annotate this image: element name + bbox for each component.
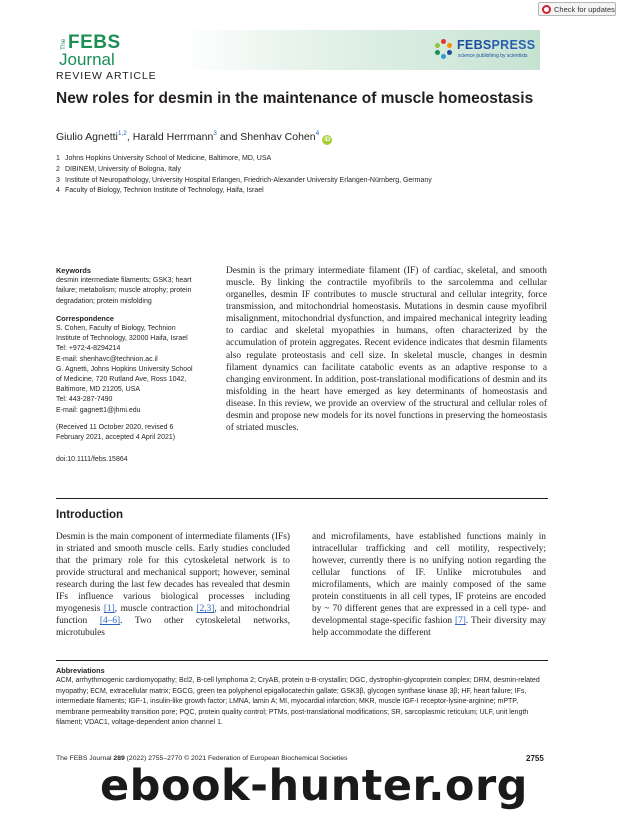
- correspondence-email[interactable]: E-mail: gagnett1@jhmi.edu: [56, 406, 141, 414]
- logo-the: The: [60, 38, 67, 50]
- author-affil-link[interactable]: 4: [315, 130, 320, 137]
- author-list: Giulio Agnetti$^{1,2}$, Harald Herrmann$^3$ and Shenhav Cohen$^4$iD: [56, 130, 331, 143]
- author-name: Shenhav Cohen: [240, 131, 316, 143]
- affiliation-item: 4 Faculty of Biology, Technion Institute of Technology, Haifa, Israel: [56, 187, 264, 195]
- correspondence-block: [56, 314, 216, 416]
- keywords-line: failure; metabolism; muscle atrophy; protein: [56, 287, 192, 295]
- febs-journal-logo: [56, 32, 166, 70]
- article-type: REVIEW ARTICLE: [56, 70, 157, 82]
- abbreviations-heading: Abbreviations: [56, 666, 105, 675]
- citation-link[interactable]: [7]: [454, 616, 466, 627]
- citation-link[interactable]: [4–6]: [99, 616, 121, 627]
- febs-press-logo: [434, 38, 540, 66]
- author-affil-link[interactable]: 3: [213, 130, 217, 137]
- febs-press-name: FEBSPRESS: [457, 38, 536, 52]
- received-dates: (Received 11 October 2020, revised 6 February 2021, accepted 4 April 2021): [56, 423, 176, 442]
- correspondence-line: Institute of Technology, 32000 Haifa, Israel: [56, 335, 188, 343]
- correspondence-heading: Correspondence: [56, 313, 114, 323]
- article-title: New roles for desmin in the maintenance of muscle homeostasis: [56, 90, 534, 107]
- section-divider: [56, 498, 548, 499]
- correspondence-line: Tel: +972-4-8294214: [56, 345, 121, 353]
- logo-febs: FEBS: [68, 32, 121, 53]
- logo-journal: Journal: [59, 50, 115, 69]
- affiliation-item: 2 DIBINEM, University of Bologna, Italy: [56, 165, 181, 173]
- check-for-updates-label: Check for updates: [554, 4, 615, 14]
- article-sidebar: [56, 266, 216, 465]
- correspondence-line: Tel: 443-287-7490: [56, 396, 113, 404]
- author-name: Harald Herrmann: [132, 131, 214, 143]
- keywords-block: [56, 266, 216, 307]
- author-affil-link[interactable]: 1,2: [117, 130, 127, 137]
- citation-link[interactable]: [1]: [103, 604, 115, 615]
- correspondence-line: G. Agnetti, Johns Hopkins University School: [56, 365, 193, 373]
- introduction-heading: Introduction: [56, 509, 124, 521]
- affiliation-item: 1 Johns Hopkins University School of Medicine, Baltimore, MD, USA: [56, 155, 272, 162]
- abbreviations-text: ACM, arrhythmogenic cardiomyopathy; Bcl2, B-cell lymphoma 2; CryAB, protein α-B-crystallin; DGC, dystrophin-glycoprotein complex; DRM, desmin-related myopathy; ECM, extracellular matrix; EGCG, green tea polyphenol epigallocatechin gallate; GSK3β, glycogen synthase kinase 3β; HF, heart failure; IFs, intermediate filaments; IGF-1, insulin-like growth factor; LMNA, lamin A; MI, myocardial infarction; MKR, muscle IGF-I receptor-lysine-arginine; mPTP, membrane permeability transition pore; PQC, protein quality control; PTMs, post-translational modifications; SR, sarcoplasmic reticulum; ULF, unit length filament; VDAC1, voltage-dependent anion channel 1.: [56, 677, 540, 727]
- crossmark-icon: [542, 5, 551, 14]
- abbreviations-block: [56, 666, 548, 728]
- correspondence-line: of Medicine, 720 Rutland Ave, Ross 1042,: [56, 376, 187, 384]
- citation-link[interactable]: [2,3]: [196, 604, 215, 615]
- abbreviations-divider: [56, 660, 548, 661]
- footer-volume: 289: [113, 755, 125, 762]
- affiliations: [56, 154, 432, 197]
- orcid-icon[interactable]: iD: [324, 137, 331, 143]
- keywords-line: desmin intermediate filaments; GSK3; heart: [56, 277, 192, 285]
- watermark: ebook-hunter.org: [100, 761, 528, 811]
- correspondence-line: S. Cohen, Faculty of Biology, Technion: [56, 325, 176, 333]
- intro-column-right: and microfilaments, have established functions mainly in intracellular trafficking and cell motility, respectively; however, currently there is no unifying notion regarding the cellular functions of IF. Unlike microtubules and microfilaments, which are mainly composed of the same protein constituents in all cell types, IF proteins are encoded by ~ 70 different genes that are expressed in a cell type- and developmental stage-specific fashion [7]. Their diversity may help accommodate the different: [312, 532, 546, 639]
- abstract: Desmin is the primary intermediate filament (IF) of cardiac, skeletal, and smooth muscle. By linking the contractile myofibrils to the sarcolemma and cellular organelles, desmin IF contributes to muscle structural and cellular integrity, force transmission, and mitochondrial homeostasis. Mutations in desmin cause myofibril misalignment, mitochondrial dysfunction, and impaired mechanical integrity leading to cardiac and skeletal myopathies in humans, often characterized by the accumulation of protein aggregates. Recent evidence indicates that desmin filaments also regulate proteostasis and cell size. In skeletal muscle, changes in desmin filament dynamics can facilitate catabolic events as an adaptive response to a changing environment. In addition, post-translational modifications of desmin and its misfolding in the heart have emerged as key determinants of homeostasis and disease. In this review, we provide an overview of the structural and cellular roles of desmin and propose new models for its novel functions in preserving the homeostasis of striated muscles.: [226, 266, 547, 434]
- correspondence-email[interactable]: E-mail: shenhavc@technion.ac.il: [56, 355, 158, 363]
- febs-press-tagline: science publishing by scientists: [458, 53, 528, 59]
- febs-press-mark-icon: [434, 39, 454, 59]
- check-for-updates-button[interactable]: [538, 2, 616, 16]
- keywords-line: degradation; protein misfolding: [56, 297, 152, 305]
- page-footer: The FEBS Journal 289 (2022) 2755–2770 © 2021 Federation of European Biochemical Societies: [56, 755, 348, 762]
- keywords-heading: Keywords: [56, 266, 91, 275]
- affiliation-item: 3 Institute of Neuropathology, University Hospital Erlangen, Friedrich-Alexander University Erlangen-Nürnberg, Germany: [56, 176, 432, 184]
- intro-column-left: Desmin is the main component of intermediate filaments (IFs) in striated and smooth muscle cells. Early studies concluded that the primary role for this cytoskeletal network is to provide structural and mechanical support; however, seminal research during the last few decades has revealed that desmin IFs influence various biological processes including myogenesis [1], muscle contraction [2,3], and mitochondrial function [4–6]. Two other cytoskeletal networks, microtubules: [56, 532, 290, 639]
- correspondence-line: Baltimore, MD 21205, USA: [56, 386, 141, 394]
- page-number: 2755: [526, 754, 544, 763]
- doi-link[interactable]: doi:10.1111/febs.15864: [56, 456, 128, 464]
- author-name: Giulio Agnetti: [56, 131, 118, 143]
